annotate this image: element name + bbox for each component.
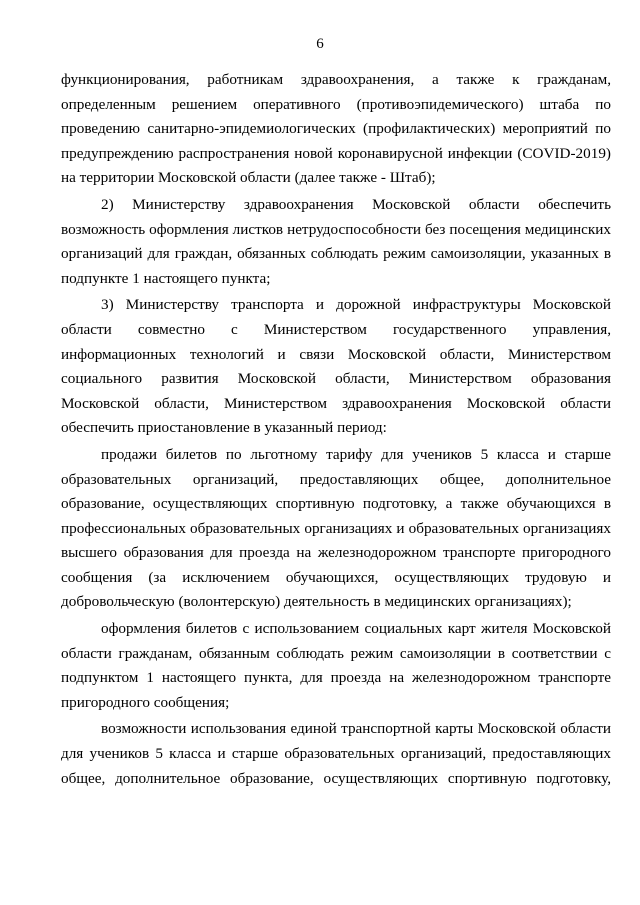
paragraph-social-cards: оформления билетов с использованием социальных карт жителя Московской области гражданам, обязанным соблюдать режим самоизоляции в соответствии с подпунктом 1 настоящего пункта, для проезда на железнодорожном транспорте пригородного сообщения; [61, 620, 611, 711]
page-number: 6 [316, 36, 324, 52]
document-body [61, 68, 611, 791]
paragraph-continuation: функционирования, работникам здравоохранения, а также к гражданам, определенным решением оперативного (противоэпидемического) штаба по проведению санитарно-эпидемиологических (профилактических) мероприятий по предупреждению распространения новой коронавирусной инфекции (COVID-2019) на территории Московской области (далее также - Штаб); [61, 71, 611, 187]
paragraph-transport-card: возможности использования единой транспортной карты Московской области для учеников 5 класса и старше образовательных организаций, предоставляющих общее, дополнительное образование, осуществляющих спортивную подготовку, [61, 720, 611, 787]
paragraph-ticket-sales: продажи билетов по льготному тарифу для учеников 5 класса и старше образовательных организаций, предоставляющих общее, дополнительное образование, осуществляющих спортивную подготовку, а также обучающихся в профессиональных образовательных организациях и образовательных организациях высшего образования для проезда на железнодорожном транспорте пригородного сообщения (за исключением обучающихся, осуществляющих трудовую и добровольческую (волонтерскую) деятельность в медицинских организациях); [61, 445, 611, 611]
paragraph-item-2: 2) Министерству здравоохранения Московской области обеспечить возможность оформления листков нетрудоспособности без посещения медицинских организаций для граждан, обязанных соблюдать режим самоизоляции, указанных в подпункте 1 настоящего пункта; [61, 195, 611, 287]
paragraph-item-3: 3) Министерству транспорта и дорожной инфраструктуры Московской области совместно с Министерством государственного управления, информационных технологий и связи Московской области, Министерством социального развития Московской области, Министерством образования Московской области, Министерством здравоохранения Московской области обеспечить приостановление в указанный период: [61, 296, 611, 437]
